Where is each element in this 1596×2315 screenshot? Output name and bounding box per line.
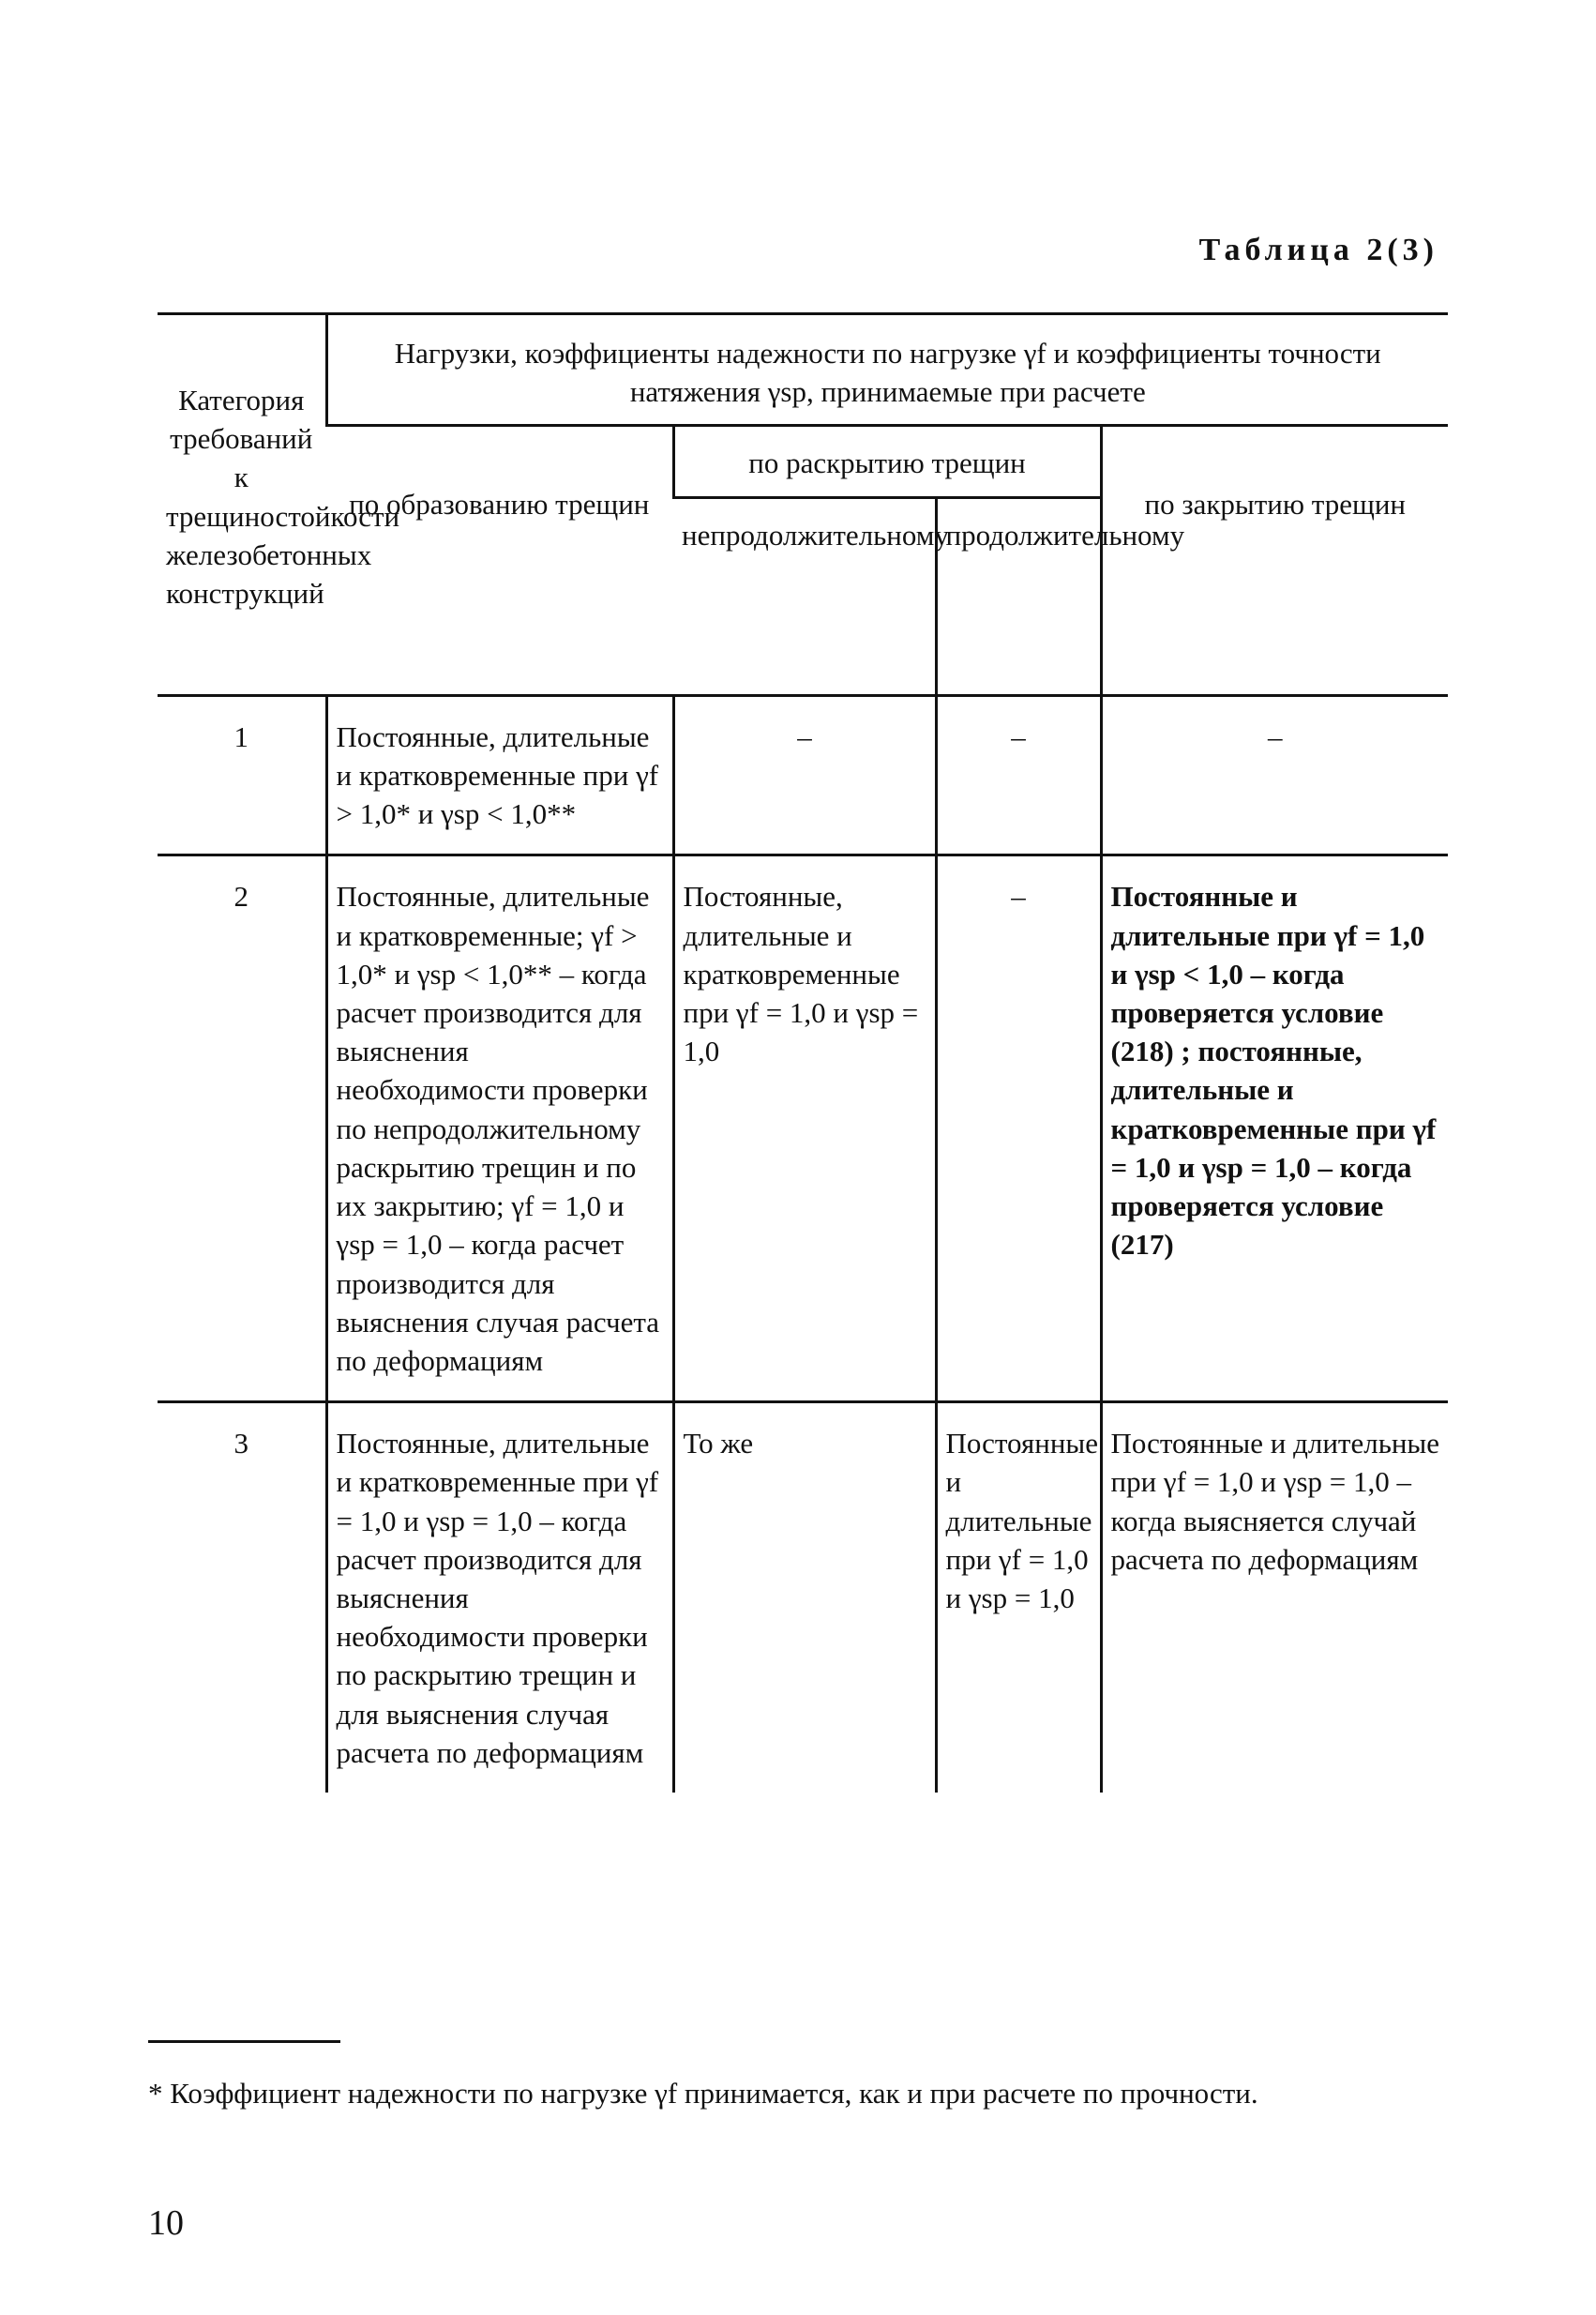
row-formation: Постоянные, длительные и кратковременные; γf > 1,0* и γsp < 1,0** – когда расчет производится для выяснения необходимости проверки по непродолжительному раскрытию трещин и по их закрытию; γf = 1,0 и γsp = 1,0 – когда расчет производится для выяснения случая расчета по деформациям	[326, 855, 673, 1402]
row-opening-long: –	[936, 695, 1101, 855]
row-closing: Постоянные и длительные при γf = 1,0 и γsp = 1,0 – когда выясняется случай расчета по деформациям	[1101, 1402, 1448, 1793]
row-opening-long: –	[936, 855, 1101, 1402]
header-closing: по закрытию трещин	[1101, 426, 1448, 695]
row-formation: Постоянные, длительные и кратковременные при γf = 1,0 и γsp = 1,0 – когда расчет производится для выяснения необходимости проверки по раскрытию трещин и для выяснения случая расчета по деформациям	[326, 1402, 673, 1793]
row-closing: Постоянные и длительные при γf = 1,0 и γsp < 1,0 – когда проверяется условие (218) ; постоянные, длительные и кратковременные при γf = 1,0 и γsp = 1,0 – когда проверяется условие (217)	[1101, 855, 1448, 1402]
row-category: 2	[158, 855, 326, 1402]
row-opening-short: То же	[673, 1402, 936, 1793]
header-formation: по образованию трещин	[326, 426, 673, 695]
table-row	[158, 695, 1448, 855]
row-formation: Постоянные, длительные и кратковременные при γf > 1,0* и γsp < 1,0**	[326, 695, 673, 855]
header-row-1	[158, 314, 1448, 426]
table-row	[158, 1402, 1448, 1793]
footnote-divider	[148, 2040, 340, 2043]
page-number: 10	[148, 2203, 184, 2243]
header-loads-group: Нагрузки, коэффициенты надежности по нагрузке γf и коэффициенты точности натяжения γsp, принимаемые при расчете	[326, 314, 1448, 426]
header-row-2	[158, 426, 1448, 497]
row-closing: –	[1101, 695, 1448, 855]
header-opening-long: продолжительному	[936, 497, 1101, 695]
header-opening-short: непродолжительному	[673, 497, 936, 695]
table-row	[158, 855, 1448, 1402]
table-caption: Таблица 2(3)	[1198, 233, 1438, 267]
row-opening-short: Постоянные, длительные и кратковременные при γf = 1,0 и γsp = 1,0	[673, 855, 936, 1402]
header-category: Категория требований к трещиностойкости железобетонных конструкций	[158, 314, 326, 696]
row-opening-short: –	[673, 695, 936, 855]
row-category: 3	[158, 1402, 326, 1793]
requirements-table	[158, 312, 1448, 1793]
header-opening: по раскрытию трещин	[673, 426, 1101, 497]
row-opening-long: Постоянные и длительные при γf = 1,0 и γsp = 1,0	[936, 1402, 1101, 1793]
footnote: * Коэффициент надежности по нагрузке γf принимается, как и при расчете по прочности.	[148, 2077, 1258, 2110]
row-category: 1	[158, 695, 326, 855]
